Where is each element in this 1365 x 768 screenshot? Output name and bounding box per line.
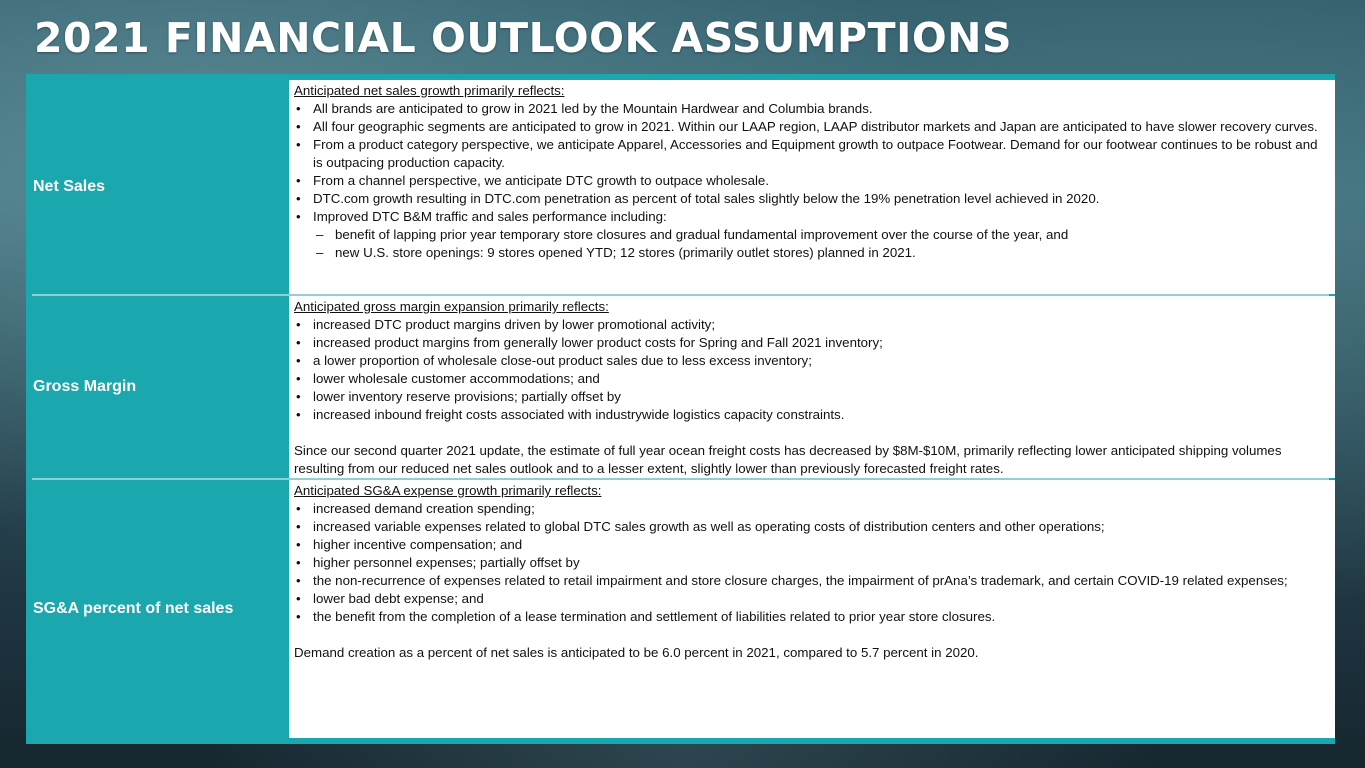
list-item: • the non-recurrence of expenses related to retail impairment and store closure charges, the impairment of prAna’s trademark, and certain COVID-19 related expenses; [294, 572, 1325, 590]
section-heading: Anticipated SG&A expense growth primarily reflects: [294, 483, 602, 498]
bullet-list [294, 100, 1325, 262]
table-row-gross-margin [26, 296, 1335, 478]
list-item: • a lower proportion of wholesale close-out product sales due to less excess inventory; [294, 352, 1325, 370]
section-note: Demand creation as a percent of net sales is anticipated to be 6.0 percent in 2021, compared to 5.7 percent in 2020. [294, 645, 979, 660]
section-heading: Anticipated gross margin expansion primarily reflects: [294, 299, 609, 314]
list-item: • All four geographic segments are anticipated to grow in 2021. Within our LAAP region, LAAP distributor markets and Japan are anticipated to have slower recovery curves. [294, 118, 1325, 136]
list-item: • All brands are anticipated to grow in 2021 led by the Mountain Hardwear and Columbia brands. [294, 100, 1325, 118]
list-item: • lower bad debt expense; and [294, 590, 1325, 608]
bullet-list [294, 500, 1325, 626]
row-content [289, 480, 1335, 738]
list-item: • Improved DTC B&M traffic and sales performance including: [294, 208, 1325, 226]
list-item: • lower inventory reserve provisions; partially offset by [294, 388, 1325, 406]
page-title: 2021 FINANCIAL OUTLOOK ASSUMPTIONS [34, 14, 1013, 62]
row-content [289, 80, 1335, 294]
row-label: SG&A percent of net sales [26, 480, 289, 738]
list-item: • the benefit from the completion of a lease termination and settlement of liabilities related to prior year store closures. [294, 608, 1325, 626]
sub-list-item: – benefit of lapping prior year temporary store closures and gradual fundamental improvement over the course of the year, and [294, 226, 1325, 244]
table-row-net-sales [26, 80, 1335, 294]
list-item: • higher incentive compensation; and [294, 536, 1325, 554]
list-item: • increased demand creation spending; [294, 500, 1325, 518]
row-label: Gross Margin [26, 296, 289, 478]
section-heading: Anticipated net sales growth primarily reflects: [294, 83, 565, 98]
list-item: • From a product category perspective, we anticipate Apparel, Accessories and Equipment growth to outpace Footwear. Demand for our footwear continues to be robust and is outpacing production capacity. [294, 136, 1325, 172]
sub-list-item: – new U.S. store openings: 9 stores opened YTD; 12 stores (primarily outlet stores) planned in 2021. [294, 244, 1325, 262]
table-row-sga [26, 480, 1335, 738]
list-item: • increased DTC product margins driven by lower promotional activity; [294, 316, 1325, 334]
list-item: • increased inbound freight costs associated with industrywide logistics capacity constraints. [294, 406, 1325, 424]
section-note: Since our second quarter 2021 update, the estimate of full year ocean freight costs has decreased by $8M-$10M, primarily reflecting lower anticipated shipping volumes resulting from our reduced net sales outlook and to a lesser extent, slightly lower than previously forecasted freight rates. [294, 443, 1282, 476]
list-item: • higher personnel expenses; partially offset by [294, 554, 1325, 572]
outlook-table [26, 74, 1335, 744]
bullet-list [294, 316, 1325, 424]
row-content [289, 296, 1335, 478]
row-label: Net Sales [26, 80, 289, 294]
list-item: • From a channel perspective, we anticipate DTC growth to outpace wholesale. [294, 172, 1325, 190]
list-item: • increased product margins from generally lower product costs for Spring and Fall 2021 inventory; [294, 334, 1325, 352]
list-item: • lower wholesale customer accommodations; and [294, 370, 1325, 388]
list-item: • increased variable expenses related to global DTC sales growth as well as operating costs of distribution centers and other operations; [294, 518, 1325, 536]
list-item: • DTC.com growth resulting in DTC.com penetration as percent of total sales slightly below the 19% penetration level achieved in 2020. [294, 190, 1325, 208]
